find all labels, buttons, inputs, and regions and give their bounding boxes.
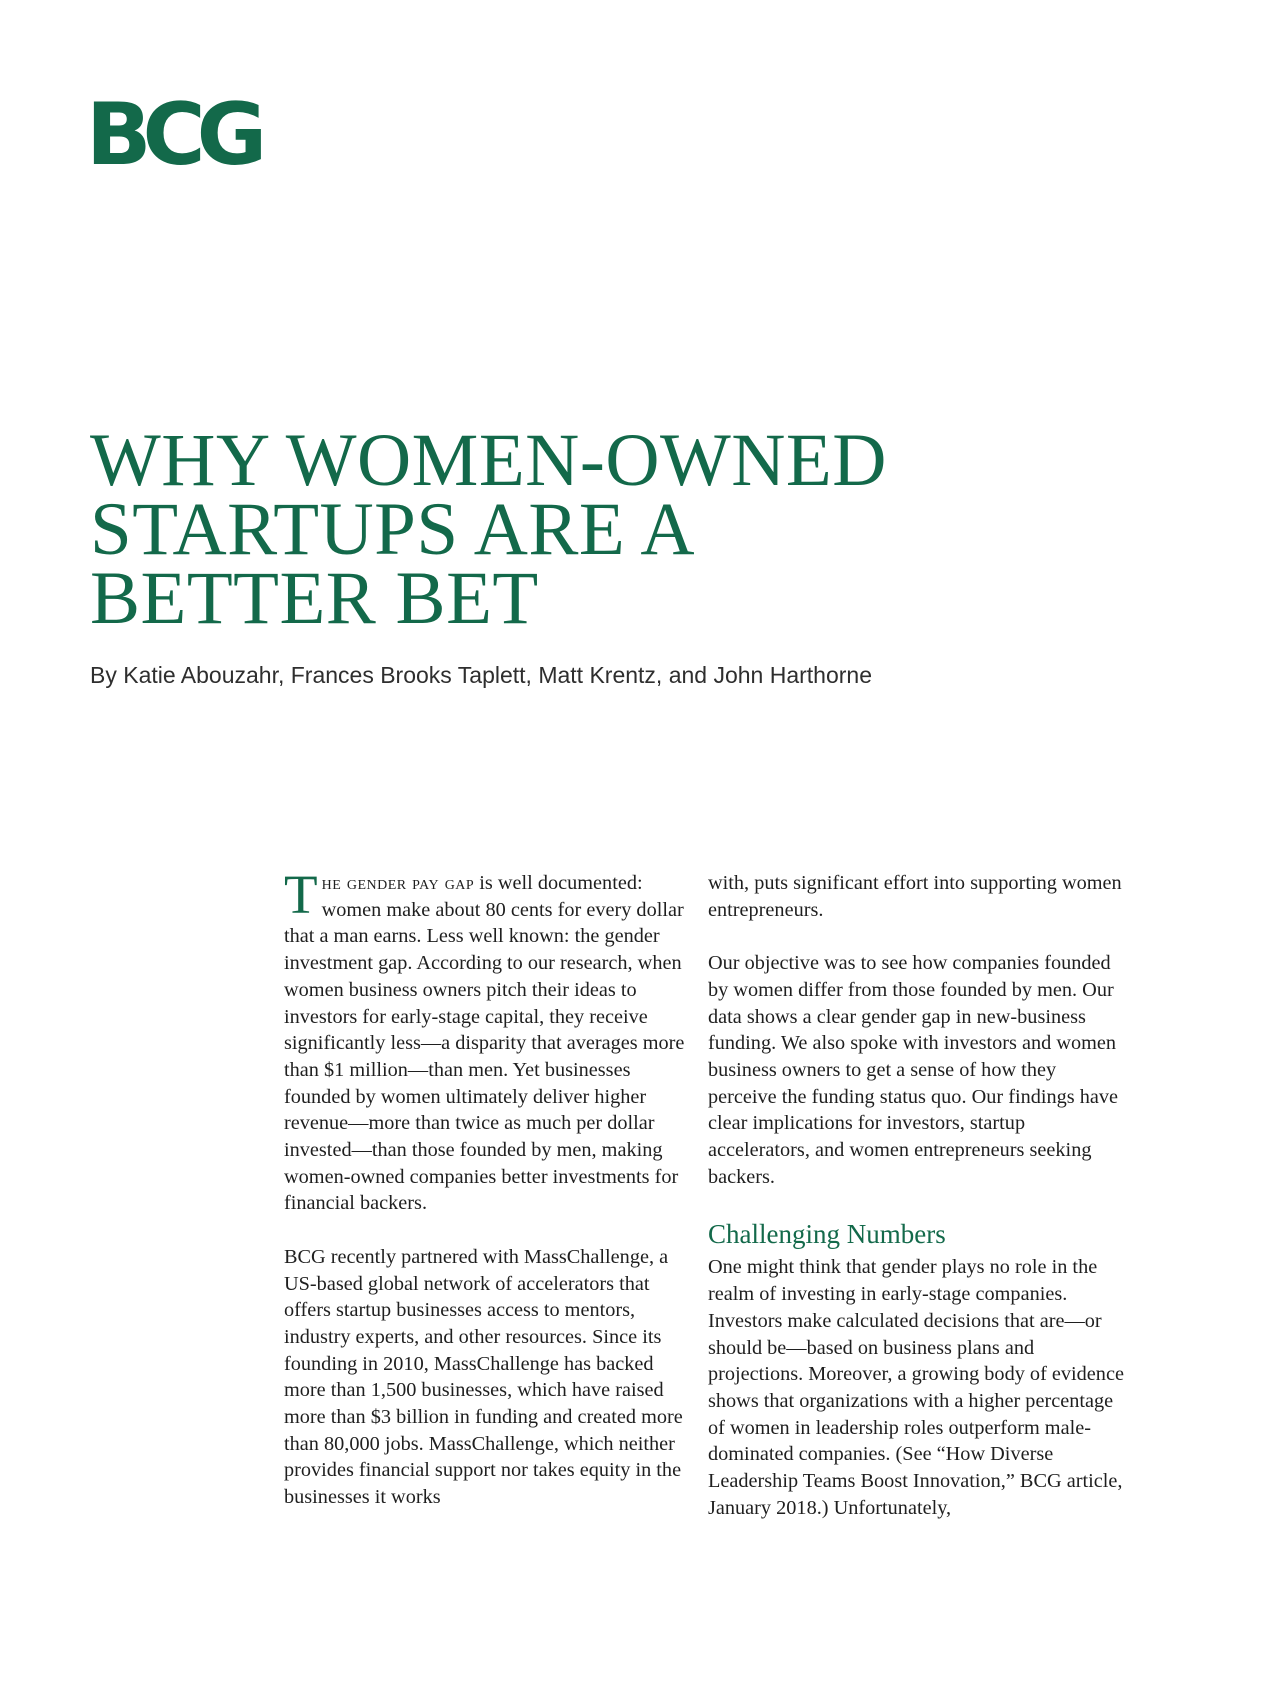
drop-cap: T	[284, 864, 318, 925]
paragraph-continued: with, puts significant effort into supporting women entrepreneurs.	[708, 872, 1122, 921]
intro-paragraph	[284, 864, 692, 1217]
body-column-right	[708, 870, 1128, 1548]
author-byline: By Katie Abouzahr, Frances Brooks Taplett, Matt Krentz, and John Harthorne	[90, 662, 872, 688]
paragraph-masschallenge: BCG recently partnered with MassChallenge, a US-based global network of accelerators that offers startup businesses access to mentors, industry experts, and other resources. Since its founding in 2010, MassChallenge has backed more than 1,500 businesses, which have raised more than $3 billion in funding and created more than 80,000 jobs. MassChallenge, which neither provides financial support nor takes equity in the businesses it works	[284, 1245, 683, 1509]
section-heading: Challenging Numbers	[708, 1219, 946, 1250]
paragraph-challenging-numbers: One might think that gender plays no role in the realm of investing in early-stage companies. Investors make calculated decisions that are—or should be—based on business plans and projections. Moreover, a growing body of evidence shows that organizations with a higher percentage of women in leadership roles outperform male-dominated companies. (See “How Diverse Leadership Teams Boost Innovation,” BCG article, January 2018.) Unfortunately,	[708, 1256, 1124, 1519]
article-title	[90, 419, 887, 640]
title-line-2: STARTUPS ARE A	[90, 488, 695, 571]
paragraph-objective: Our objective was to see how companies founded by women differ from those founded by men. Our data shows a clear gender gap in new-business funding. We also spoke with investors and women business owners to get a sense of how they perceive the funding status quo. Our findings have clear implications for investors, startup accelerators, and women entrepreneurs seeking backers.	[708, 952, 1119, 1188]
intro-paragraph-text: is well documented: women make about 80 cents for every dollar that a man earns. Less well known: the gender investment gap. According to our research, when women business owners pitch their ideas to investors for early-stage capital, they receive significantly less—a disparity that averages more than $1 million—than men. Yet businesses founded by women ultimately deliver higher revenue—more than twice as much per dollar invested—than those founded by men, making women-owned companies better investments for financial backers.	[284, 872, 685, 1215]
bcg-logo: BCG	[86, 85, 259, 185]
title-line-1: WHY WOMEN-OWNED	[90, 419, 887, 502]
body-column-left	[284, 864, 692, 1538]
lead-in-smallcaps: he gender pay gap	[321, 872, 475, 894]
title-line-3: BETTER BET	[90, 557, 539, 640]
